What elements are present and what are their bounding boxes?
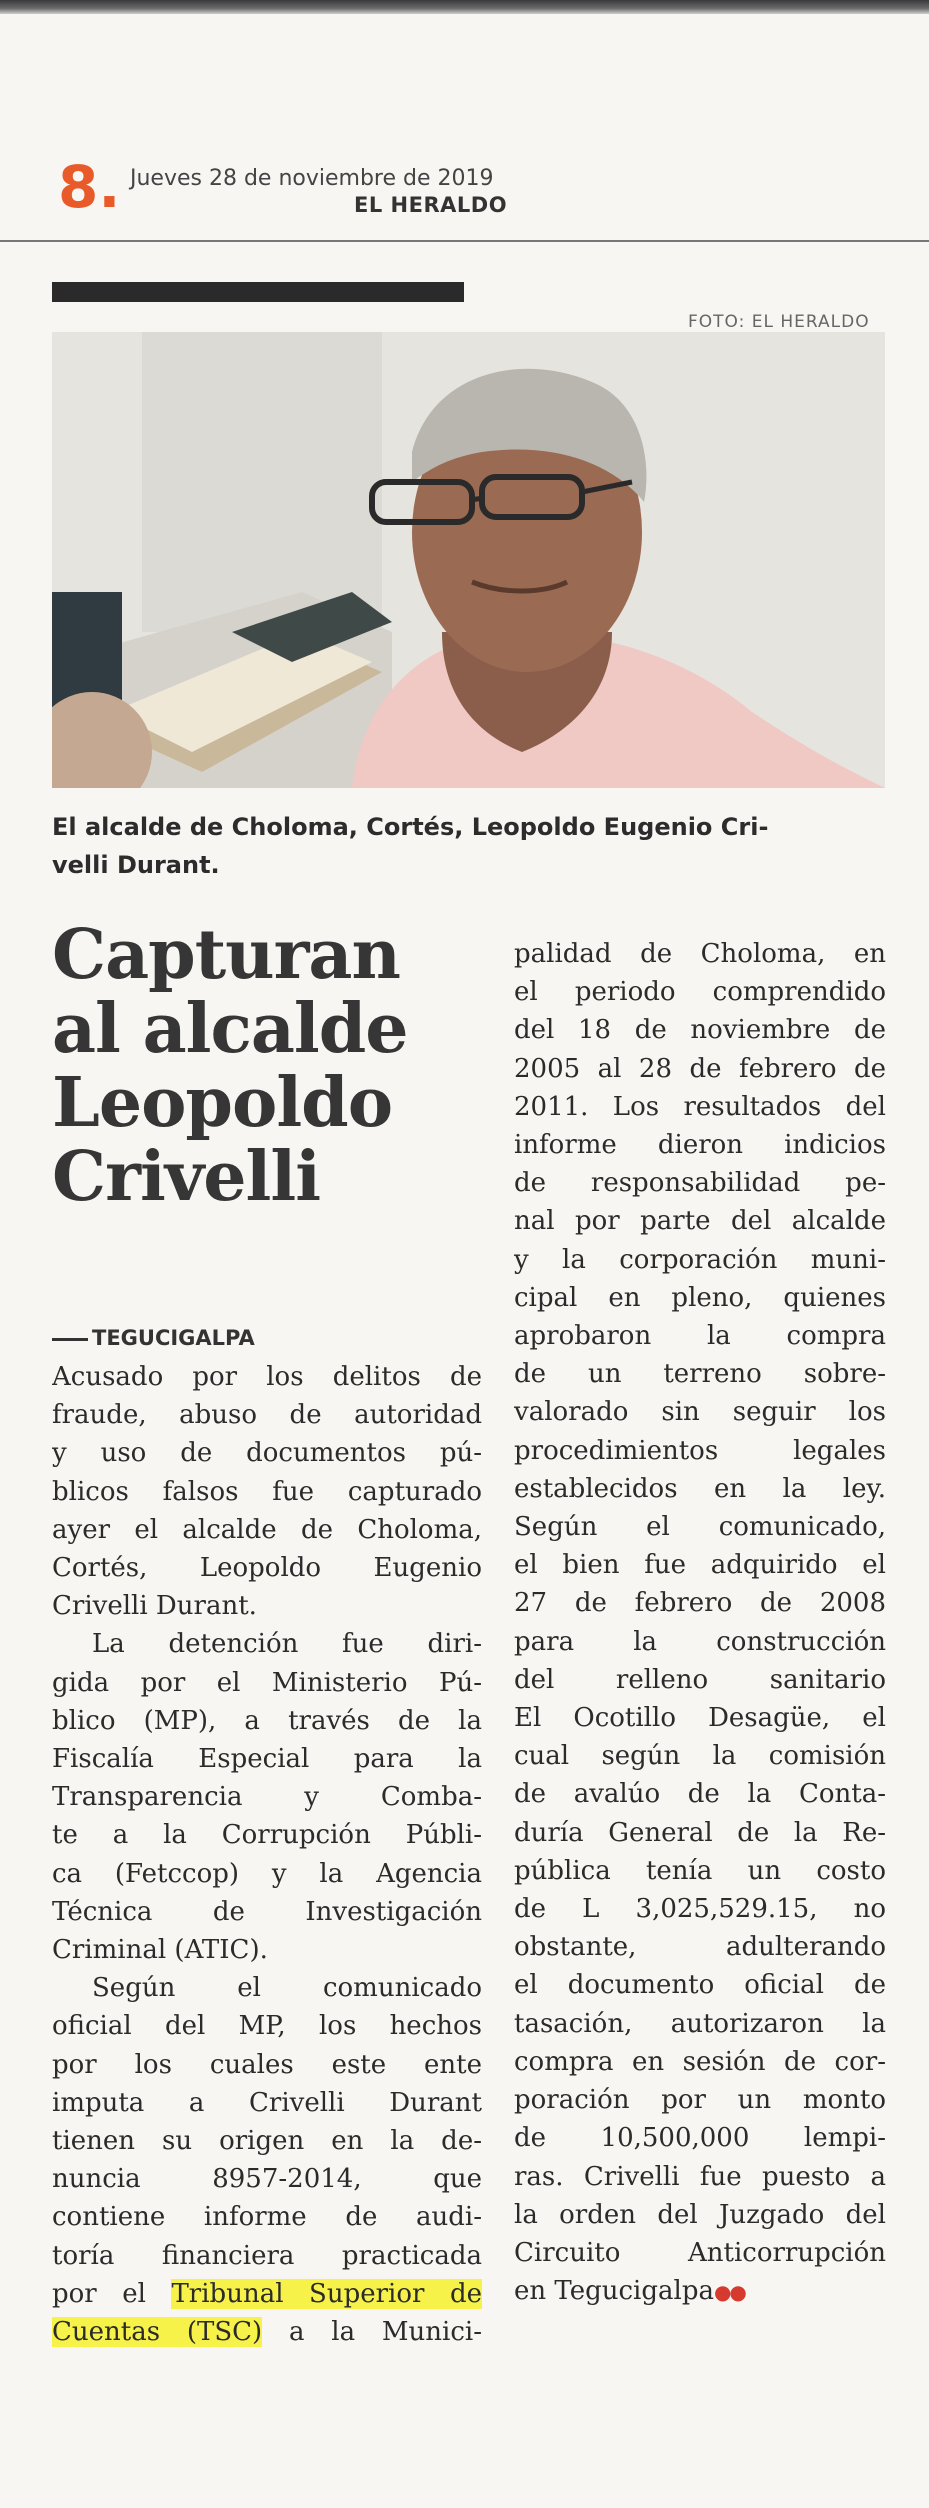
body-line: tasación, autorizaron la [514,2008,886,2039]
end-mark-icon: ●● [713,2280,745,2305]
body-line: valorado sin seguir los [514,1397,886,1428]
body-line: de 10,500,000 lempi- [514,2123,886,2154]
photo-caption [52,808,885,884]
body-column-left [52,1358,482,2351]
body-line: Circuito Anticorrupción [514,2237,886,2268]
headline-line: Capturan [52,918,400,992]
body-line: el periodo comprendido [514,977,886,1008]
body-line: El Ocotillo Desagüe, el [514,1703,886,1734]
body-line: la orden del Juzgado del [514,2199,886,2230]
body-line: gida por el Ministerio Pú- [52,1667,482,1698]
body-line: 2011. Los resultados del [514,1091,886,1122]
header-date: Jueves 28 de noviembre de 2019 [130,166,494,191]
body-line: Transparencia y Comba- [52,1782,482,1813]
body-line-last: en Tegucigalpa●● [514,2276,745,2307]
body-line: 27 de febrero de 2008 [514,1588,886,1619]
body-column-right [514,935,886,2311]
caption-line: El alcalde de Choloma, Cortés, Leopoldo Eugenio Cri- [52,813,769,841]
body-line: poración por un monto [514,2085,886,2116]
body-line: nuncia 8957-2014, que [52,2164,482,2195]
body-line: oficial del MP, los hechos [52,2011,482,2042]
highlighted-text: Tribunal Superior de [171,2278,482,2309]
body-line: del relleno sanitario [514,1664,886,1695]
body-line: Técnica de Investigación [52,1896,482,1927]
headline-line: al alcalde [52,992,408,1066]
photo-illustration [52,332,885,788]
body-line: para la construcción [514,1626,886,1657]
body-line-highlighted: por el Tribunal Superior de [52,2278,482,2309]
body-line: establecidos en la ley. [514,1473,886,1504]
caption-line: velli Durant. [52,851,220,879]
body-line: fraude, abuso de autoridad [52,1400,482,1431]
body-line: procedimientos legales [514,1435,886,1466]
highlighted-text: Cuentas (TSC) [52,2317,263,2348]
body-line: y la corporación muni- [514,1244,886,1275]
body-line: te a la Corrupción Públi- [52,1820,482,1851]
body-line-highlighted: Cuentas (TSC) a la Munici- [52,2317,482,2348]
headline-line: Leopoldo [52,1066,393,1140]
body-line: blico (MP), a través de la [52,1705,482,1736]
body-line: aprobaron la compra [514,1321,886,1352]
body-line: 2005 al 28 de febrero de [514,1053,886,1084]
body-line: obstante, adulterando [514,1932,886,1963]
body-line: cipal en pleno, quienes [514,1282,886,1313]
body-line: blicos falsos fue capturado [52,1476,482,1507]
body-line: Según el comunicado, [514,1512,886,1543]
body-line: Acusado por los delitos de [52,1362,482,1392]
body-line: y uso de documentos pú- [52,1438,482,1469]
body-line: el bien fue adquirido el [514,1550,886,1581]
article-photo [52,332,885,788]
body-line: cual según la comisión [514,1741,886,1772]
body-line: informe dieron indicios [514,1130,886,1161]
body-line: ras. Crivelli fue puesto a [514,2161,886,2192]
page-top-edge [0,0,929,14]
body-line: ayer el alcalde de Choloma, [52,1514,482,1545]
body-line: La detención fue diri- [92,1629,482,1660]
body-line: Cortés, Leopoldo Eugenio [52,1553,482,1584]
body-line: toría financiera practicada [52,2240,482,2271]
body-line: tienen su origen en la de- [52,2126,482,2157]
body-line: Según el comunicado [92,1973,482,2004]
body-line: imputa a Crivelli Durant [52,2087,482,2118]
body-line: de responsabilidad pe- [514,1168,886,1199]
body-line: por los cuales este ente [52,2049,482,2080]
dateline-dash [52,1338,88,1341]
body-line: ca (Fetccop) y la Agencia [52,1858,482,1889]
body-line: Fiscalía Especial para la [52,1744,482,1775]
body-line: nal por parte del alcalde [514,1206,886,1237]
dateline [52,1326,255,1350]
body-line: de L 3,025,529.15, no [514,1894,886,1925]
body-line: el documento oficial de [514,1970,886,2001]
page-number: 8. [58,153,121,221]
headline-line: Crivelli [52,1140,321,1214]
body-line: de avalúo de la Conta- [514,1779,886,1810]
body-line: compra en sesión de cor- [514,2046,886,2077]
section-bar [52,282,464,302]
header-rule [0,240,929,242]
body-line: Criminal (ATIC). [52,1935,268,1966]
body-line: contiene informe de audi- [52,2202,482,2233]
body-line: del 18 de noviembre de [514,1015,886,1046]
body-line: Crivelli Durant. [52,1591,257,1622]
dateline-text: TEGUCIGALPA [92,1326,255,1350]
body-line: de un terreno sobre- [514,1359,886,1390]
headline [52,918,482,1214]
publication-name: EL HERALDO [354,193,508,217]
photo-credit: FOTO: EL HERALDO [688,312,870,332]
body-line: duría General de la Re- [514,1817,886,1848]
body-line: pública tenía un costo [514,1855,886,1886]
body-line: palidad de Choloma, en [514,939,886,969]
